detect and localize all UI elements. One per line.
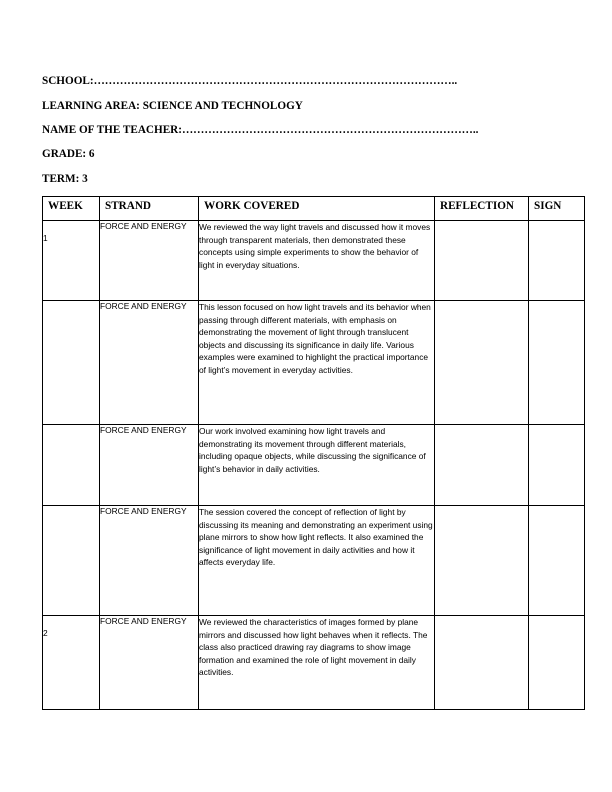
grade-field: GRADE: 6 <box>42 148 95 160</box>
learning-area-field: LEARNING AREA: SCIENCE AND TECHNOLOGY <box>42 100 303 112</box>
table-row <box>43 616 585 710</box>
teacher-name-field: NAME OF THE TEACHER:…………………………………………………………………….. <box>42 124 479 136</box>
work-covered-cell: This lesson focused on how light travels and its behavior when passing through different materials, with emphasis on demonstrating the movement of light through translucent objects and discussing its significance in daily life. Various examples were examined to highlight the practical importance of light’s movement in everyday activities. <box>199 301 435 425</box>
strand-cell: FORCE AND ENERGY <box>100 616 199 710</box>
reflection-cell <box>435 425 529 506</box>
sign-cell <box>529 425 585 506</box>
week-number <box>43 425 99 437</box>
strand-cell: FORCE AND ENERGY <box>100 221 199 301</box>
week-cell <box>43 616 100 710</box>
week-cell <box>43 425 100 506</box>
column-header-reflection: REFLECTION <box>435 197 529 221</box>
sign-cell <box>529 301 585 425</box>
sign-cell <box>529 616 585 710</box>
column-header-work-covered: WORK COVERED <box>199 197 435 221</box>
table-row <box>43 425 585 506</box>
sign-cell <box>529 221 585 301</box>
term-field: TERM: 3 <box>42 173 88 185</box>
table-row <box>43 221 585 301</box>
column-header-week: WEEK <box>43 197 100 221</box>
strand-cell: FORCE AND ENERGY <box>100 506 199 616</box>
sign-cell <box>529 506 585 616</box>
strand-cell: FORCE AND ENERGY <box>100 301 199 425</box>
week-number: 2 <box>43 628 48 638</box>
strand-cell: FORCE AND ENERGY <box>100 425 199 506</box>
work-covered-cell: Our work involved examining how light travels and demonstrating its movement through different materials, including opaque objects, while discussing the significance of light’s behavior in daily activities. <box>199 425 435 506</box>
reflection-cell <box>435 221 529 301</box>
week-cell <box>43 221 100 301</box>
school-field: SCHOOL:…………………………………………………………………………………….. <box>42 75 458 87</box>
work-covered-cell: We reviewed the characteristics of images formed by plane mirrors and discussed how light behaves when it reflects. The class also practiced drawing ray diagrams to show image formation and examined the role of light movement in daily activities. <box>199 616 435 710</box>
week-number <box>43 301 99 313</box>
reflection-cell <box>435 616 529 710</box>
week-number <box>43 506 99 518</box>
week-number: 1 <box>43 233 48 243</box>
table-row <box>43 506 585 616</box>
reflection-cell <box>435 301 529 425</box>
table-header-row <box>43 197 585 221</box>
table-row <box>43 301 585 425</box>
column-header-sign: SIGN <box>529 197 585 221</box>
column-header-strand: STRAND <box>100 197 199 221</box>
work-covered-cell: The session covered the concept of reflection of light by discussing its meaning and demonstrating an experiment using plane mirrors to show how light reflects. It also examined the significance of light movement in daily activities and how it affects everyday life. <box>199 506 435 616</box>
week-cell <box>43 301 100 425</box>
work-record-table <box>42 196 585 710</box>
week-cell <box>43 506 100 616</box>
reflection-cell <box>435 506 529 616</box>
work-covered-cell: We reviewed the way light travels and discussed how it moves through transparent materials, then demonstrated these concepts using simple experiments to show the behavior of light in everyday situations. <box>199 221 435 301</box>
